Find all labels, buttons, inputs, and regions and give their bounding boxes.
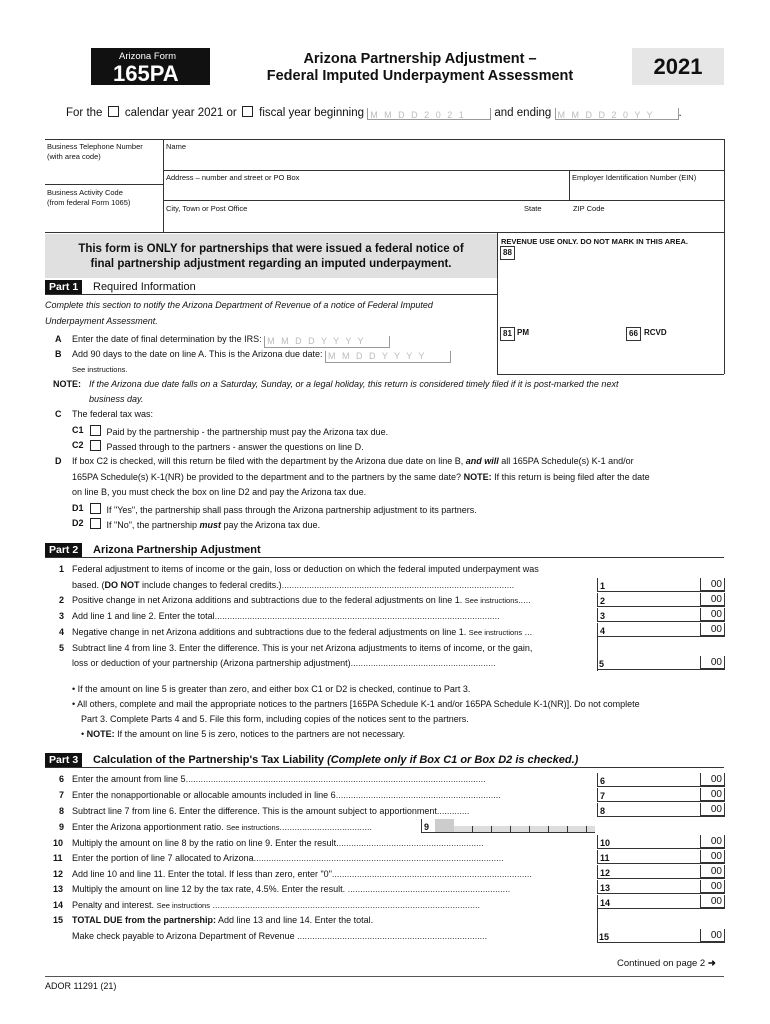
fiscal-begin-input[interactable]: M M D D 2 0 2 1 (367, 108, 491, 120)
line-13-box: 13 (597, 880, 617, 894)
line-2-num: 2 (59, 595, 65, 605)
line-b-row (72, 349, 451, 363)
line-2-row: Positive change in net Arizona additions and subtractions due to the federal adjustments on line 1. See instructions..... (72, 595, 531, 605)
line-12-cents: 00 (700, 865, 724, 878)
c1-row (88, 425, 388, 438)
line-d-letter: D (55, 456, 62, 466)
line-8-row: Subtract line 7 from line 6. Enter the difference. This is the amount subject to apportionment............. (72, 806, 470, 816)
form-number: 165PA (113, 61, 179, 86)
line-11-text: Enter the portion of line 7 allocated to Arizona (72, 853, 254, 863)
d2-code: D2 (72, 518, 84, 528)
line-8-cents: 00 (700, 803, 724, 816)
line-d-2c: If this return is being filed after the date (494, 472, 650, 482)
line-4-num: 4 (59, 627, 65, 637)
line-7-text: Enter the nonapportionable or allocable amounts included in line 6 (72, 790, 336, 800)
line-d-1c: all 165PA Schedule(s) K-1 and/or (501, 456, 634, 466)
line-10-cents: 00 (700, 835, 724, 848)
line-15-box: 15 (597, 929, 616, 943)
activity-code-label-2: (from federal Form 1065) (47, 198, 131, 207)
d2-checkbox[interactable] (90, 518, 101, 529)
box-88: 88 (500, 246, 515, 260)
c2-checkbox[interactable] (90, 440, 101, 451)
d2-row (88, 518, 320, 531)
line-9-row: Enter the Arizona apportionment ratio. See instructions..................................... (72, 822, 373, 832)
state-label: State (524, 204, 542, 213)
line-a-text: Enter the date of final determination by the IRS: (72, 334, 262, 344)
phone-label-2: (with area code) (47, 152, 101, 161)
apportionment-ratio-input[interactable] (435, 819, 595, 833)
city-label: City, Town or Post Office (166, 204, 248, 213)
part1-title: Required Information (93, 281, 196, 293)
note-line1: If the Arizona due date falls on a Saturday, Sunday, or a legal holiday, this return is considered timely filed if it is post-marked the next (89, 379, 619, 389)
d2-text-c: pay the Arizona tax due. (223, 520, 321, 530)
d1-code: D1 (72, 503, 84, 513)
ein-label: Employer Identification Number (EIN) (572, 173, 697, 182)
line-8-box: 8 (597, 803, 617, 817)
form-id: ADOR 11291 (21) (45, 981, 117, 991)
line-15-row2: Make check payable to Arizona Department of Revenue ............................................................................ (72, 931, 488, 941)
address-label: Address – number and street or PO Box (166, 173, 300, 182)
line-c-text: The federal tax was: (72, 409, 154, 419)
bullet-3-text: If the amount on line 5 is zero, notices to the partners are not necessary. (117, 729, 406, 739)
c1-checkbox[interactable] (90, 425, 101, 436)
d1-row (88, 503, 477, 516)
line-4-text: Negative change in net Arizona additions and subtractions due to the federal adjustments on line 1. (72, 627, 467, 637)
part3-title-row (93, 753, 578, 767)
line-6-cents: 00 (700, 773, 724, 786)
line-3-text: Add line 1 and line 2. Enter the total (72, 611, 215, 621)
box-66: 66 (626, 327, 641, 341)
line-3-num: 3 (59, 611, 65, 621)
line-15-cents: 00 (700, 929, 724, 942)
fiscal-year-checkbox[interactable] (242, 106, 253, 117)
line-5-box: 5 (597, 656, 616, 670)
part3-title: Calculation of the Partnership's Tax Liability (93, 754, 325, 766)
line-2-cents: 00 (700, 593, 724, 606)
line-10-num: 10 (53, 838, 64, 848)
part1-intro-2: Underpayment Assessment. (45, 316, 158, 326)
line-2-small: See instructions (464, 596, 519, 605)
line-3-row: Add line 1 and line 2. Enter the total.................................................................................................................. (72, 611, 500, 621)
note-line2: business day. (89, 394, 144, 404)
fiscal-year-label: fiscal year beginning (259, 107, 364, 119)
pm-label: PM (517, 328, 529, 337)
line-10-box: 10 (597, 835, 617, 849)
line-1-text2c: include changes to federal credits.) (139, 580, 282, 590)
part1-intro-1: Complete this section to notify the Arizona Department of Revenue of a notice of Federal Imputed (45, 300, 433, 310)
for-the-label: For the (66, 107, 103, 119)
continued-row (617, 958, 716, 969)
irs-determination-date-input[interactable]: M M D D Y Y Y Y (264, 336, 390, 348)
continued-text: Continued on page 2 (617, 958, 706, 969)
activity-code-input[interactable] (47, 210, 160, 230)
line-2-text: Positive change in net Arizona additions and subtractions due to the federal adjustments on line 1. (72, 595, 463, 605)
line-14-cents: 00 (700, 895, 724, 908)
line-7-row: Enter the nonapportionable or allocable amounts included in line 6.................................................................. (72, 790, 501, 800)
line-5-text: Subtract line 4 from line 3. Enter the difference. This is your net Arizona adjustments to items of income, or the gain, (72, 643, 533, 653)
name-input[interactable] (166, 152, 721, 168)
line-1-text2a: based. ( (72, 580, 105, 590)
line-15-num: 15 (53, 915, 64, 925)
notice-banner (45, 234, 497, 278)
line-14-row: Penalty and interest. See instructions ........................................................................................................... (72, 900, 481, 910)
line-13-cents: 00 (700, 880, 724, 893)
c2-code: C2 (72, 440, 84, 450)
line-12-text: Add line 10 and line 11. Enter the total. If less than zero, enter "0" (72, 869, 332, 879)
d2-text-b: must (199, 520, 221, 530)
tax-period-line (66, 106, 682, 120)
line-d-2b: NOTE: (463, 472, 492, 482)
line-2-box: 2 (597, 593, 617, 607)
line-5-row2: loss or deduction of your partnership (Arizona partnership adjustment).......................................................... (72, 658, 496, 668)
line-7-box: 7 (597, 788, 617, 802)
line-a-letter: A (55, 334, 62, 344)
line-b-text: Add 90 days to the date on line A. This is the Arizona due date: (72, 349, 323, 359)
activity-code-label-1: Business Activity Code (47, 188, 123, 197)
line-12-num: 12 (53, 869, 64, 879)
line-d-1a: If box C2 is checked, will this return be filed with the department by the Arizona due date on line B, (72, 456, 464, 466)
bullet-1: • If the amount on line 5 is greater than zero, and either box C1 or D2 is checked, continue to Part 3. (72, 684, 471, 694)
zip-label: ZIP Code (573, 204, 605, 213)
line-1-cents: 00 (700, 578, 724, 591)
line-4-small: See instructions (468, 628, 523, 637)
line-5-text2: loss or deduction of your partnership (Arizona partnership adjustment) (72, 658, 351, 668)
line-15-text: Add line 13 and line 14. Enter the total. (216, 915, 374, 925)
zip-input[interactable] (572, 214, 722, 230)
bullet-3-label: NOTE: (86, 729, 115, 739)
fiscal-end-input[interactable]: M M D D 2 0 Y Y (555, 108, 679, 120)
line-10-text: Multiply the amount on line 8 by the ratio on line 9. Enter the result. (72, 838, 339, 848)
line-12-row: Add line 10 and line 11. Enter the total. If less than zero, enter "0"................................................................................ (72, 869, 532, 879)
line-13-text: Multiply the amount on line 12 by the tax rate, 4.5%. Enter the result. (72, 884, 346, 894)
and-ending-label: and ending (494, 107, 552, 119)
bullet-2-text: All others, complete and mail the appropriate notices to the partners [165PA Schedule K-1 and/or 165PA Schedule K-1(NR)]. Do not complete (77, 699, 640, 709)
part2-label: Part 2 (45, 543, 82, 557)
address-input[interactable] (166, 182, 566, 198)
line-11-cents: 00 (700, 850, 724, 863)
line-6-box: 6 (597, 773, 617, 787)
state-input[interactable] (522, 214, 567, 230)
line-5-num: 5 (59, 643, 65, 653)
line-6-num: 6 (59, 774, 65, 784)
c1-text: Paid by the partnership - the partnership must pay the Arizona tax due. (106, 427, 389, 437)
c1-code: C1 (72, 425, 84, 435)
line-d-2a: 165PA Schedule(s) K-1(NR) be provided to the department and to the partners by the same date? (72, 472, 462, 482)
line-d-2 (72, 472, 650, 483)
line-7-cents: 00 (700, 788, 724, 801)
line-c-letter: C (55, 409, 62, 419)
calendar-year-checkbox[interactable] (108, 106, 119, 117)
form-title-line1: Arizona Partnership Adjustment – (303, 51, 537, 67)
bullet-2-cont: Part 3. Complete Parts 4 and 5. File this form, including copies of the notices sent to the partners. (81, 714, 469, 724)
line-6-row: Enter the amount from line 5........................................................................................................................ (72, 774, 486, 784)
line-4-box: 4 (597, 623, 617, 637)
line-5-cents: 00 (700, 656, 724, 669)
line-9-box: 9 (421, 819, 436, 833)
line-14-small: See instructions (156, 901, 210, 910)
calendar-year-label: calendar year 2021 or (124, 107, 237, 119)
line-9-small: See instructions (226, 823, 280, 832)
line-4-cents: 00 (700, 623, 724, 636)
form-label: Arizona Form (119, 51, 177, 62)
revenue-use-label: REVENUE USE ONLY. DO NOT MARK IN THIS AREA. (501, 237, 688, 246)
line-b-letter: B (55, 349, 62, 359)
line-14-box: 14 (597, 895, 617, 909)
line-8-num: 8 (59, 806, 65, 816)
line-1-text2b: DO NOT (104, 580, 140, 590)
line-1-box: 1 (597, 578, 617, 592)
bullet-3: • NOTE: If the amount on line 5 is zero, notices to the partners are not necessary. (81, 729, 406, 739)
bullet-1-text: If the amount on line 5 is greater than zero, and either box C1 or D2 is checked, continue to Part 3. (77, 684, 471, 694)
line-d-1 (72, 456, 634, 467)
city-input[interactable] (166, 214, 516, 230)
box-81: 81 (500, 327, 515, 341)
line-3-box: 3 (597, 608, 617, 622)
ein-input[interactable] (572, 182, 722, 198)
line-10-row: Multiply the amount on line 8 by the ratio on line 9. Enter the result........................................................... (72, 838, 484, 848)
line-11-row: Enter the portion of line 7 allocated to Arizona.................................................................................................... (72, 853, 504, 863)
line-d-1b: and will (465, 456, 499, 466)
line-11-box: 11 (597, 850, 617, 864)
line-1-num: 1 (59, 564, 65, 574)
period-end-mark: . (678, 107, 682, 119)
part3-label: Part 3 (45, 753, 82, 767)
line-9-text: Enter the Arizona apportionment ratio. (72, 822, 224, 832)
line-3-cents: 00 (700, 608, 724, 621)
line-13-row: Multiply the amount on line 12 by the tax rate, 4.5%. Enter the result. ................................................................. (72, 884, 511, 894)
line-d-3: on line B, you must check the box on line D2 and pay the Arizona tax due. (72, 487, 367, 497)
part3-title-italic: (Complete only if Box C1 or Box D2 is checked.) (327, 754, 579, 766)
line-15-text2: Make check payable to Arizona Department of Revenue (72, 931, 295, 941)
d1-checkbox[interactable] (90, 503, 101, 514)
phone-label-1: Business Telephone Number (47, 142, 143, 151)
line-15-row (72, 915, 373, 926)
ratio-shaded-cell (435, 819, 454, 832)
arizona-due-date-input[interactable]: M M D D Y Y Y Y (325, 351, 451, 363)
rcvd-label: RCVD (644, 328, 667, 337)
line-12-box: 12 (597, 865, 617, 879)
line-14-num: 14 (53, 900, 64, 910)
phone-input[interactable] (47, 162, 160, 182)
line-13-num: 13 (53, 884, 64, 894)
line-1-text2: based. (DO NOT include changes to federal credits.)............................................................................................. (72, 580, 515, 590)
form-title-line2: Federal Imputed Underpayment Assessment (266, 68, 574, 84)
notice-line1: This form is ONLY for partnerships that were issued a federal notice of (78, 243, 464, 255)
line-1-text: Federal adjustment to items of income or the gain, loss or deduction on which the federal imputed underpayment was (72, 564, 539, 574)
part1-label: Part 1 (45, 280, 82, 294)
line-a-row (72, 334, 390, 348)
arrow-right-icon: ➜ (707, 958, 716, 969)
line-14-text: Penalty and interest. (72, 900, 155, 910)
line-9-num: 9 (59, 822, 65, 832)
d1-text: If "Yes", the partnership shall pass through the Arizona partnership adjustment to its partners. (106, 505, 477, 515)
line-15-text-bold: TOTAL DUE from the partnership: (72, 915, 217, 925)
line-4-row: Negative change in net Arizona additions and subtractions due to the federal adjustments on line 1. See instructions ... (72, 627, 533, 637)
line-11-num: 11 (53, 853, 63, 863)
c2-row (88, 440, 364, 453)
d2-text-a: If "No", the partnership (106, 520, 197, 530)
line-6-text: Enter the amount from line 5 (72, 774, 186, 784)
part2-title: Arizona Partnership Adjustment (93, 544, 261, 556)
name-label: Name (166, 142, 187, 151)
notice-line2: final partnership adjustment regarding an imputed underpayment. (90, 258, 452, 270)
note-label: NOTE: (53, 379, 81, 389)
c2-text: Passed through to the partners - answer the questions on line D. (106, 442, 364, 452)
bullet-2: • All others, complete and mail the appropriate notices to the partners [165PA Schedule K-1 and/or 165PA Schedule K-1(NR)]. Do not complete (72, 699, 640, 709)
line-b-see-instructions: See instructions. (72, 365, 128, 374)
line-7-num: 7 (59, 790, 65, 800)
line-8-text: Subtract line 7 from line 6. Enter the difference. This is the amount subject to apportionment. (72, 806, 440, 816)
tax-year: 2021 (653, 54, 703, 79)
